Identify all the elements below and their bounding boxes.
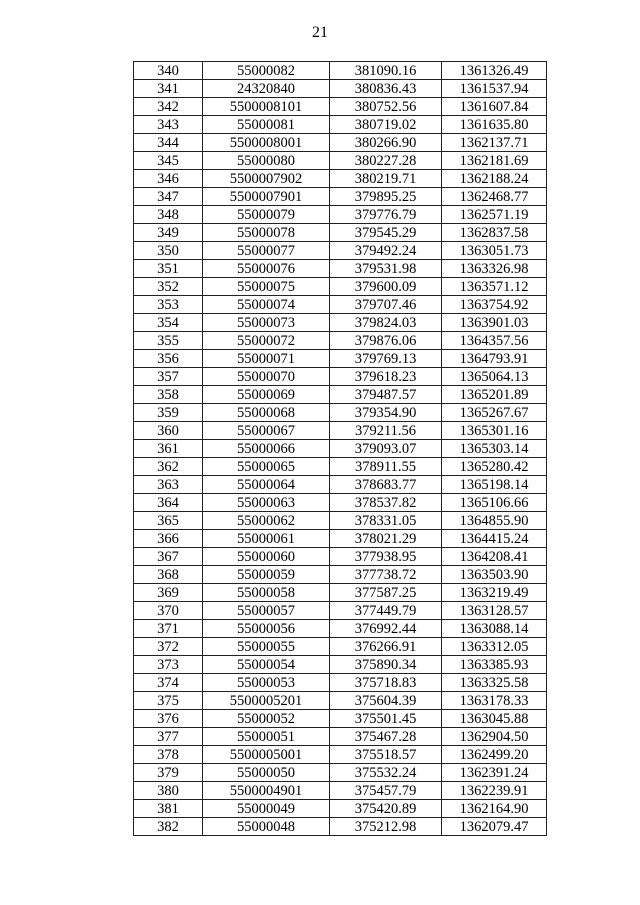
table-row (134, 170, 547, 188)
point-id-cell: 55000048 (203, 818, 330, 836)
y-coordinate-cell: 1362239.91 (442, 782, 547, 800)
point-id-cell: 5500007902 (203, 170, 330, 188)
x-coordinate-cell: 375457.79 (330, 782, 442, 800)
point-id-cell: 5500008001 (203, 134, 330, 152)
row-number-cell: 370 (134, 602, 203, 620)
point-id-cell: 55000064 (203, 476, 330, 494)
y-coordinate-cell: 1363901.03 (442, 314, 547, 332)
x-coordinate-cell: 377449.79 (330, 602, 442, 620)
table-row (134, 638, 547, 656)
x-coordinate-cell: 375890.34 (330, 656, 442, 674)
point-id-cell: 55000057 (203, 602, 330, 620)
y-coordinate-cell: 1362904.50 (442, 728, 547, 746)
row-number-cell: 353 (134, 296, 203, 314)
table-row (134, 404, 547, 422)
table-row (134, 710, 547, 728)
table-row (134, 350, 547, 368)
row-number-cell: 354 (134, 314, 203, 332)
table-row (134, 188, 547, 206)
y-coordinate-cell: 1364415.24 (442, 530, 547, 548)
y-coordinate-cell: 1361635.80 (442, 116, 547, 134)
table-row (134, 206, 547, 224)
row-number-cell: 340 (134, 62, 203, 80)
y-coordinate-cell: 1363326.98 (442, 260, 547, 278)
y-coordinate-cell: 1365198.14 (442, 476, 547, 494)
row-number-cell: 341 (134, 80, 203, 98)
row-number-cell: 382 (134, 818, 203, 836)
point-id-cell: 55000077 (203, 242, 330, 260)
table-row (134, 458, 547, 476)
point-id-cell: 55000049 (203, 800, 330, 818)
x-coordinate-cell: 377938.95 (330, 548, 442, 566)
x-coordinate-cell: 380219.71 (330, 170, 442, 188)
x-coordinate-cell: 379707.46 (330, 296, 442, 314)
row-number-cell: 374 (134, 674, 203, 692)
row-number-cell: 345 (134, 152, 203, 170)
y-coordinate-cell: 1365201.89 (442, 386, 547, 404)
x-coordinate-cell: 379776.79 (330, 206, 442, 224)
table-row (134, 692, 547, 710)
y-coordinate-cell: 1362499.20 (442, 746, 547, 764)
y-coordinate-cell: 1361607.84 (442, 98, 547, 116)
x-coordinate-cell: 375212.98 (330, 818, 442, 836)
row-number-cell: 366 (134, 530, 203, 548)
x-coordinate-cell: 378021.29 (330, 530, 442, 548)
y-coordinate-cell: 1363219.49 (442, 584, 547, 602)
x-coordinate-cell: 379600.09 (330, 278, 442, 296)
x-coordinate-cell: 379824.03 (330, 314, 442, 332)
table-row (134, 440, 547, 458)
y-coordinate-cell: 1364855.90 (442, 512, 547, 530)
x-coordinate-cell: 379093.07 (330, 440, 442, 458)
x-coordinate-cell: 379211.56 (330, 422, 442, 440)
row-number-cell: 372 (134, 638, 203, 656)
x-coordinate-cell: 376266.91 (330, 638, 442, 656)
x-coordinate-cell: 378683.77 (330, 476, 442, 494)
row-number-cell: 356 (134, 350, 203, 368)
row-number-cell: 355 (134, 332, 203, 350)
point-id-cell: 55000058 (203, 584, 330, 602)
table-row (134, 152, 547, 170)
point-id-cell: 55000066 (203, 440, 330, 458)
point-id-cell: 55000053 (203, 674, 330, 692)
row-number-cell: 363 (134, 476, 203, 494)
point-id-cell: 55000067 (203, 422, 330, 440)
y-coordinate-cell: 1362079.47 (442, 818, 547, 836)
point-id-cell: 55000060 (203, 548, 330, 566)
y-coordinate-cell: 1362468.77 (442, 188, 547, 206)
row-number-cell: 381 (134, 800, 203, 818)
table-row (134, 818, 547, 836)
y-coordinate-cell: 1362181.69 (442, 152, 547, 170)
y-coordinate-cell: 1361537.94 (442, 80, 547, 98)
y-coordinate-cell: 1363051.73 (442, 242, 547, 260)
point-id-cell: 55000063 (203, 494, 330, 512)
y-coordinate-cell: 1363312.05 (442, 638, 547, 656)
y-coordinate-cell: 1363178.33 (442, 692, 547, 710)
x-coordinate-cell: 375518.57 (330, 746, 442, 764)
x-coordinate-cell: 378911.55 (330, 458, 442, 476)
point-id-cell: 24320840 (203, 80, 330, 98)
y-coordinate-cell: 1363385.93 (442, 656, 547, 674)
x-coordinate-cell: 375501.45 (330, 710, 442, 728)
x-coordinate-cell: 379769.13 (330, 350, 442, 368)
point-id-cell: 5500008101 (203, 98, 330, 116)
table-row (134, 800, 547, 818)
point-id-cell: 55000072 (203, 332, 330, 350)
table-row (134, 494, 547, 512)
table-row (134, 278, 547, 296)
y-coordinate-cell: 1363325.58 (442, 674, 547, 692)
table-row (134, 512, 547, 530)
row-number-cell: 360 (134, 422, 203, 440)
row-number-cell: 367 (134, 548, 203, 566)
y-coordinate-cell: 1365301.16 (442, 422, 547, 440)
row-number-cell: 378 (134, 746, 203, 764)
point-id-cell: 55000082 (203, 62, 330, 80)
table-row (134, 116, 547, 134)
point-id-cell: 55000051 (203, 728, 330, 746)
point-id-cell: 55000069 (203, 386, 330, 404)
point-id-cell: 55000061 (203, 530, 330, 548)
y-coordinate-cell: 1365267.67 (442, 404, 547, 422)
point-id-cell: 55000078 (203, 224, 330, 242)
x-coordinate-cell: 380836.43 (330, 80, 442, 98)
y-coordinate-cell: 1363045.88 (442, 710, 547, 728)
table-row (134, 728, 547, 746)
point-id-cell: 55000052 (203, 710, 330, 728)
row-number-cell: 365 (134, 512, 203, 530)
row-number-cell: 368 (134, 566, 203, 584)
row-number-cell: 376 (134, 710, 203, 728)
row-number-cell: 352 (134, 278, 203, 296)
point-id-cell: 55000073 (203, 314, 330, 332)
row-number-cell: 375 (134, 692, 203, 710)
table-row (134, 602, 547, 620)
x-coordinate-cell: 379487.57 (330, 386, 442, 404)
row-number-cell: 358 (134, 386, 203, 404)
point-id-cell: 55000054 (203, 656, 330, 674)
y-coordinate-cell: 1362137.71 (442, 134, 547, 152)
y-coordinate-cell: 1362188.24 (442, 170, 547, 188)
y-coordinate-cell: 1362164.90 (442, 800, 547, 818)
x-coordinate-cell: 379354.90 (330, 404, 442, 422)
table-row (134, 584, 547, 602)
y-coordinate-cell: 1362571.19 (442, 206, 547, 224)
x-coordinate-cell: 376992.44 (330, 620, 442, 638)
row-number-cell: 362 (134, 458, 203, 476)
table-row (134, 80, 547, 98)
point-id-cell: 55000081 (203, 116, 330, 134)
row-number-cell: 371 (134, 620, 203, 638)
row-number-cell: 351 (134, 260, 203, 278)
page-number: 21 (312, 24, 328, 41)
y-coordinate-cell: 1363571.12 (442, 278, 547, 296)
x-coordinate-cell: 380266.90 (330, 134, 442, 152)
y-coordinate-cell: 1365280.42 (442, 458, 547, 476)
table-row (134, 620, 547, 638)
x-coordinate-cell: 375420.89 (330, 800, 442, 818)
x-coordinate-cell: 379618.23 (330, 368, 442, 386)
point-id-cell: 55000071 (203, 350, 330, 368)
x-coordinate-cell: 379876.06 (330, 332, 442, 350)
row-number-cell: 379 (134, 764, 203, 782)
x-coordinate-cell: 380752.56 (330, 98, 442, 116)
row-number-cell: 359 (134, 404, 203, 422)
point-id-cell: 55000080 (203, 152, 330, 170)
table-row (134, 764, 547, 782)
row-number-cell: 348 (134, 206, 203, 224)
point-id-cell: 55000059 (203, 566, 330, 584)
table-row (134, 422, 547, 440)
y-coordinate-cell: 1363754.92 (442, 296, 547, 314)
point-id-cell: 55000068 (203, 404, 330, 422)
y-coordinate-cell: 1364208.41 (442, 548, 547, 566)
table-row (134, 656, 547, 674)
y-coordinate-cell: 1362837.58 (442, 224, 547, 242)
table-row (134, 62, 547, 80)
table-row (134, 242, 547, 260)
table-row (134, 296, 547, 314)
x-coordinate-cell: 380719.02 (330, 116, 442, 134)
row-number-cell: 344 (134, 134, 203, 152)
point-id-cell: 55000065 (203, 458, 330, 476)
y-coordinate-cell: 1362391.24 (442, 764, 547, 782)
point-id-cell: 5500007901 (203, 188, 330, 206)
y-coordinate-cell: 1363088.14 (442, 620, 547, 638)
coordinates-table (133, 61, 547, 836)
table-row (134, 782, 547, 800)
x-coordinate-cell: 378537.82 (330, 494, 442, 512)
row-number-cell: 364 (134, 494, 203, 512)
y-coordinate-cell: 1365106.66 (442, 494, 547, 512)
y-coordinate-cell: 1363128.57 (442, 602, 547, 620)
row-number-cell: 343 (134, 116, 203, 134)
y-coordinate-cell: 1364793.91 (442, 350, 547, 368)
x-coordinate-cell: 380227.28 (330, 152, 442, 170)
table-row (134, 224, 547, 242)
row-number-cell: 357 (134, 368, 203, 386)
table-row (134, 134, 547, 152)
table-row (134, 476, 547, 494)
x-coordinate-cell: 377738.72 (330, 566, 442, 584)
table-row (134, 98, 547, 116)
point-id-cell: 55000062 (203, 512, 330, 530)
point-id-cell: 55000055 (203, 638, 330, 656)
table-row (134, 674, 547, 692)
table-row (134, 332, 547, 350)
y-coordinate-cell: 1365064.13 (442, 368, 547, 386)
y-coordinate-cell: 1363503.90 (442, 566, 547, 584)
row-number-cell: 361 (134, 440, 203, 458)
table-row (134, 314, 547, 332)
x-coordinate-cell: 375532.24 (330, 764, 442, 782)
table-row (134, 530, 547, 548)
x-coordinate-cell: 381090.16 (330, 62, 442, 80)
row-number-cell: 350 (134, 242, 203, 260)
x-coordinate-cell: 379531.98 (330, 260, 442, 278)
y-coordinate-cell: 1364357.56 (442, 332, 547, 350)
y-coordinate-cell: 1361326.49 (442, 62, 547, 80)
point-id-cell: 55000079 (203, 206, 330, 224)
row-number-cell: 377 (134, 728, 203, 746)
y-coordinate-cell: 1365303.14 (442, 440, 547, 458)
point-id-cell: 55000076 (203, 260, 330, 278)
row-number-cell: 369 (134, 584, 203, 602)
x-coordinate-cell: 379545.29 (330, 224, 442, 242)
x-coordinate-cell: 378331.05 (330, 512, 442, 530)
table-row (134, 746, 547, 764)
x-coordinate-cell: 375718.83 (330, 674, 442, 692)
row-number-cell: 342 (134, 98, 203, 116)
x-coordinate-cell: 375467.28 (330, 728, 442, 746)
row-number-cell: 346 (134, 170, 203, 188)
x-coordinate-cell: 379895.25 (330, 188, 442, 206)
table-row (134, 368, 547, 386)
point-id-cell: 55000050 (203, 764, 330, 782)
point-id-cell: 5500005001 (203, 746, 330, 764)
x-coordinate-cell: 375604.39 (330, 692, 442, 710)
coordinates-table-body (134, 62, 547, 836)
table-row (134, 260, 547, 278)
table-row (134, 548, 547, 566)
row-number-cell: 380 (134, 782, 203, 800)
point-id-cell: 55000056 (203, 620, 330, 638)
table-row (134, 566, 547, 584)
point-id-cell: 55000074 (203, 296, 330, 314)
point-id-cell: 5500005201 (203, 692, 330, 710)
x-coordinate-cell: 379492.24 (330, 242, 442, 260)
row-number-cell: 349 (134, 224, 203, 242)
point-id-cell: 55000075 (203, 278, 330, 296)
row-number-cell: 373 (134, 656, 203, 674)
point-id-cell: 55000070 (203, 368, 330, 386)
table-row (134, 386, 547, 404)
row-number-cell: 347 (134, 188, 203, 206)
point-id-cell: 5500004901 (203, 782, 330, 800)
x-coordinate-cell: 377587.25 (330, 584, 442, 602)
